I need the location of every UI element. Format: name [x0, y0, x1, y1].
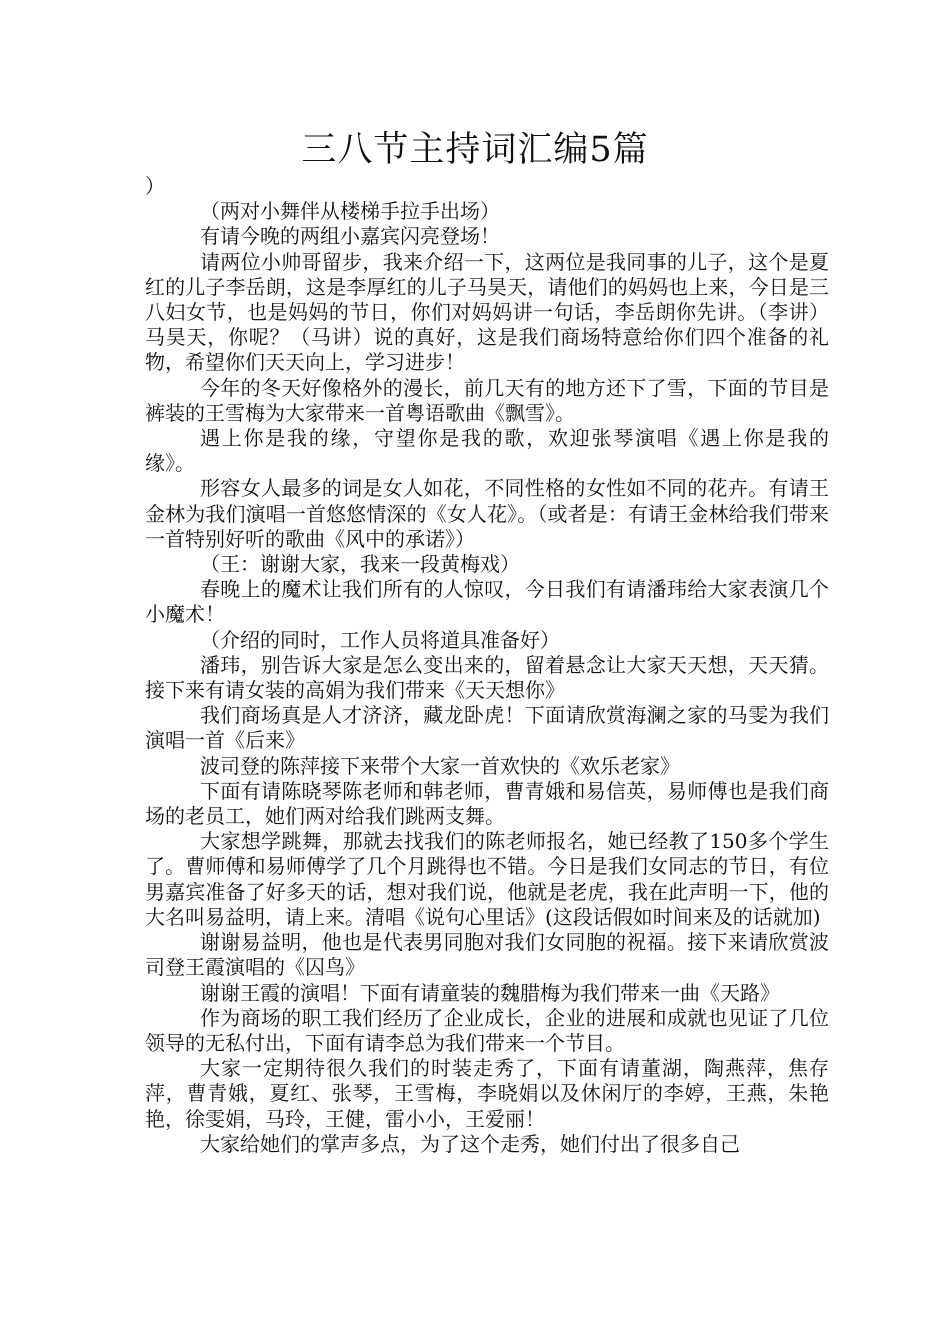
paragraph: （王：谢谢大家，我来一段黄梅戏）: [200, 552, 520, 577]
paragraph: 大家想学跳舞，那就去找我们的陈老师报名，她已经教了150多个学生了。曹师傅和易师傅学了几个月跳得也不错。今日是我们女同志的节日，有位男嘉宾准备了好多天的话，想对我们说，他就是老虎，我在此声明一下，他的大名叫易益明，请上来。清唱《说句心里话》(这段话假如时间来及的话就加): [145, 829, 829, 929]
paragraph: 大家给她们的掌声多点，为了这个走秀，她们付出了很多自己: [200, 1131, 740, 1156]
paragraph: 作为商场的职工我们经历了企业成长，企业的进展和成就也见证了几位领导的无私付出，下面有请李总为我们带来一个节目。: [145, 1005, 829, 1055]
paragraph: 谢谢王霞的演唱！下面有请童装的魏腊梅为我们带来一曲《天路》: [200, 980, 780, 1005]
paragraph: （两对小舞伴从楼梯手拉手出场）: [200, 199, 500, 224]
paragraph: 谢谢易益明，他也是代表男同胞对我们女同胞的祝福。接下来请欣赏波司登王霞演唱的《囚鸟》: [145, 930, 829, 980]
paragraph: 下面有请陈晓琴陈老师和韩老师，曹青娥和易信英，易师傅也是我们商场的老员工，她们两对给我们跳两支舞。: [145, 778, 829, 829]
paragraph: 有请今晚的两组小嘉宾闪亮登场！: [200, 224, 500, 249]
document-body: [145, 174, 829, 1157]
paragraph: 今年的冬天好像格外的漫长，前几天有的地方还下了雪，下面的节目是裤装的王雪梅为大家带来一首粤语歌曲《飘雪》。: [145, 375, 829, 425]
paragraph: 遇上你是我的缘，守望你是我的歌，欢迎张琴演唱《遇上你是我的缘》。: [145, 426, 829, 476]
paragraph: 我们商场真是人才济济，藏龙卧虎！下面请欣赏海澜之家的马雯为我们演唱一首《后来》: [145, 703, 829, 753]
paragraph: 潘玮，别告诉大家是怎么变出来的，留着悬念让大家天天想，天天猜。接下来有请女装的高娟为我们带来《天天想你》: [145, 652, 829, 703]
paragraph: （介绍的同时，工作人员将道具准备好）: [200, 627, 560, 652]
paragraph: 请两位小帅哥留步，我来介绍一下，这两位是我同事的儿子，这个是夏红的儿子李岳朗，这是李厚红的儿子马昊天，请他们的妈妈也上来，今日是三八妇女节，也是妈妈的节日，你们对妈妈讲一句话，李岳朗你先讲。（李讲）马昊天，你呢？（马讲）说的真好，这是我们商场特意给你们四个准备的礼物，希望你们天天向上，学习进步！: [145, 249, 829, 375]
document-title: 三八节主持词汇编5篇: [301, 130, 649, 170]
paragraph: 形容女人最多的词是女人如花，不同性格的女性如不同的花卉。有请王金林为我们演唱一首悠悠情深的《女人花》。（或者是：有请王金林给我们带来一首特别好听的歌曲《风中的承诺》）: [145, 476, 829, 551]
paragraph: 春晚上的魔术让我们所有的人惊叹，今日我们有请潘玮给大家表演几个小魔术！: [145, 577, 829, 627]
paragraph: ）: [145, 174, 165, 198]
paragraph: 波司登的陈萍接下来带个大家一首欢快的《欢乐老家》: [200, 753, 680, 778]
paragraph: 大家一定期待很久我们的时装走秀了，下面有请董湖，陶燕萍，焦存萍，曹青娥，夏红、张琴，王雪梅，李晓娟以及休闲厅的李婷，王燕，朱艳艳，徐雯娟，马玲，王健，雷小小，王爱丽！: [145, 1056, 829, 1131]
